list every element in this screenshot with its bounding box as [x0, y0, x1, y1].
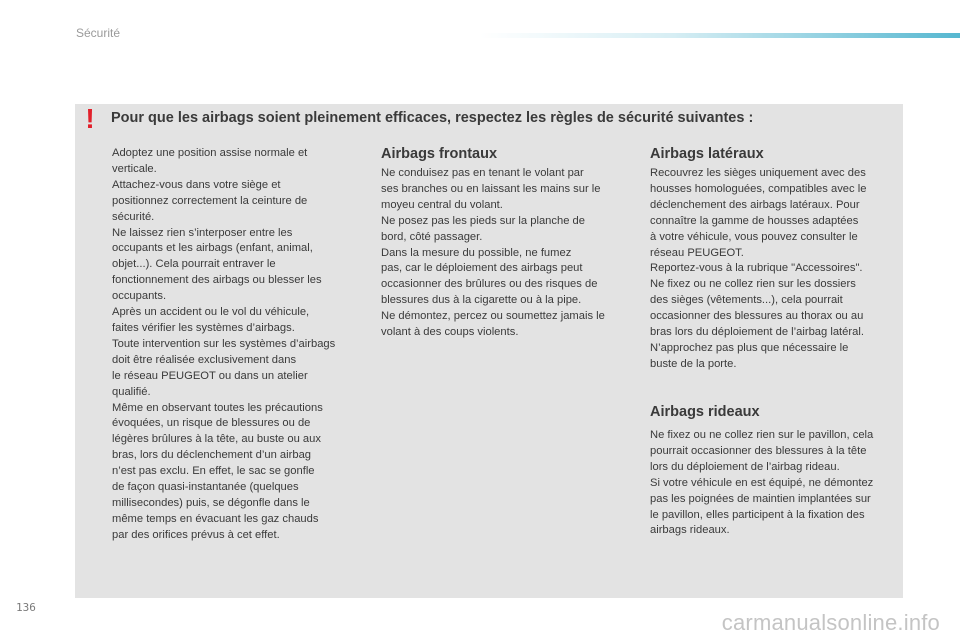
text-line: Attachez-vous dans votre siège et — [112, 178, 281, 191]
text-line: moyeu central du volant. — [381, 198, 503, 211]
text-line: occasionner des brûlures ou des risques de — [381, 278, 598, 291]
watermark-text: carmanualsonline.info — [721, 610, 940, 635]
text-line: même temps en évacuant les gaz chauds — [112, 512, 319, 525]
text-line: Recouvrez les sièges uniquement avec des — [650, 167, 866, 179]
text-line: bras, lors du déclenchement d’un airbag — [112, 449, 312, 462]
text-line: faites vérifier les systèmes d’airbags. — [112, 321, 295, 334]
text-line: évoquées, un risque de blessures ou de — [112, 417, 311, 430]
text-line: Adoptez une position assise normale et — [112, 147, 308, 159]
text-line: buste de la porte. — [650, 357, 737, 370]
text-line: pas, car le déploiement des airbags peut — [381, 262, 583, 275]
general-rules-text — [112, 146, 374, 544]
text-line: bras lors du déploiement de l’airbag latéral. — [650, 326, 864, 339]
text-line: Ne fixez ou ne collez rien sur les dossiers — [650, 278, 856, 291]
text-line: réseau PEUGEOT. — [650, 246, 744, 259]
text-line: Dans la mesure du possible, ne fumez — [381, 246, 572, 259]
text-line: pourrait occasionner des blessures à la tête — [650, 444, 867, 457]
section-title: Sécurité — [76, 26, 121, 40]
text-line: bord, côté passager. — [381, 230, 483, 243]
text-line: Après un accident ou le vol du véhicule, — [112, 306, 310, 319]
text-line: Ne laissez rien s’interposer entre les — [112, 226, 293, 239]
frontal-airbags-text — [381, 166, 639, 341]
text-line: ses branches ou en laissant les mains sur le — [381, 182, 601, 195]
text-line: Ne démontez, percez ou soumettez jamais le — [381, 310, 605, 323]
side-airbags-heading: Airbags latéraux — [650, 146, 764, 162]
warning-title: Pour que les airbags soient pleinement efficaces, respectez les règles de sécurité suivantes : — [111, 110, 754, 126]
text-line: Ne posez pas les pieds sur la planche de — [381, 214, 585, 227]
text-line: occupants et les airbags (enfant, animal, — [112, 242, 313, 255]
text-line: doit être réalisée exclusivement dans — [112, 353, 297, 366]
text-line: verticale. — [112, 162, 157, 175]
text-line: occupants. — [112, 290, 167, 303]
text-line: des sièges (vêtements...), cela pourrait — [650, 294, 843, 307]
text-line: déclenchement des airbags latéraux. Pour — [650, 198, 860, 211]
text-line: par des orifices prévus à cet effet. — [112, 528, 280, 541]
text-line: positionnez correctement la ceinture de — [112, 194, 308, 207]
text-line: n’est pas exclu. En effet, le sac se gonfle — [112, 465, 315, 478]
text-line: Ne conduisez pas en tenant le volant par — [381, 167, 584, 179]
text-line: pas les poignées de maintien implantées sur — [650, 492, 871, 505]
curtain-airbags-heading: Airbags rideaux — [650, 404, 760, 420]
text-line: connaître la gamme de housses adaptées — [650, 214, 859, 227]
warning-icon: ! — [85, 103, 95, 134]
text-line: objet...). Cela pourrait entraver le — [112, 258, 276, 271]
text-line: blessures dus à la cigarette ou à la pipe. — [381, 294, 582, 307]
text-line: Si votre véhicule en est équipé, ne démontez — [650, 476, 874, 489]
text-line: sécurité. — [112, 210, 155, 223]
frontal-airbags-heading: Airbags frontaux — [381, 146, 498, 162]
text-line: le pavillon, elles participent à la fixation des — [650, 508, 865, 521]
text-line: Ne fixez ou ne collez rien sur le pavillon, cela — [650, 429, 874, 441]
text-line: volant à des coups violents. — [381, 326, 519, 339]
text-line: Même en observant toutes les précautions — [112, 401, 323, 414]
curtain-airbags-text — [650, 428, 905, 539]
text-line: à votre véhicule, vous pouvez consulter le — [650, 230, 858, 243]
text-line: lors du déploiement de l’airbag rideau. — [650, 460, 840, 473]
text-line: Reportez-vous à la rubrique "Accessoires". — [650, 262, 863, 275]
text-line: airbags rideaux. — [650, 524, 730, 537]
text-line: fonctionnement des airbags ou blesser les — [112, 274, 322, 287]
text-line: millisecondes) puis, se dégonfle dans le — [112, 496, 310, 509]
page-number: 136 — [16, 601, 36, 614]
header-divider — [480, 33, 960, 38]
text-line: légères brûlures à la tête, au buste ou aux — [112, 433, 321, 446]
text-line: le réseau PEUGEOT ou dans un atelier — [112, 369, 308, 382]
text-line: N’approchez pas plus que nécessaire le — [650, 341, 849, 354]
text-line: occasionner des blessures au thorax ou au — [650, 310, 864, 323]
text-line: qualifié. — [112, 385, 151, 398]
text-line: housses homologuées, compatibles avec le — [650, 182, 867, 195]
text-line: Toute intervention sur les systèmes d’airbags — [112, 337, 336, 350]
text-line: de façon quasi-instantanée (quelques — [112, 481, 299, 494]
side-airbags-text — [650, 166, 905, 373]
